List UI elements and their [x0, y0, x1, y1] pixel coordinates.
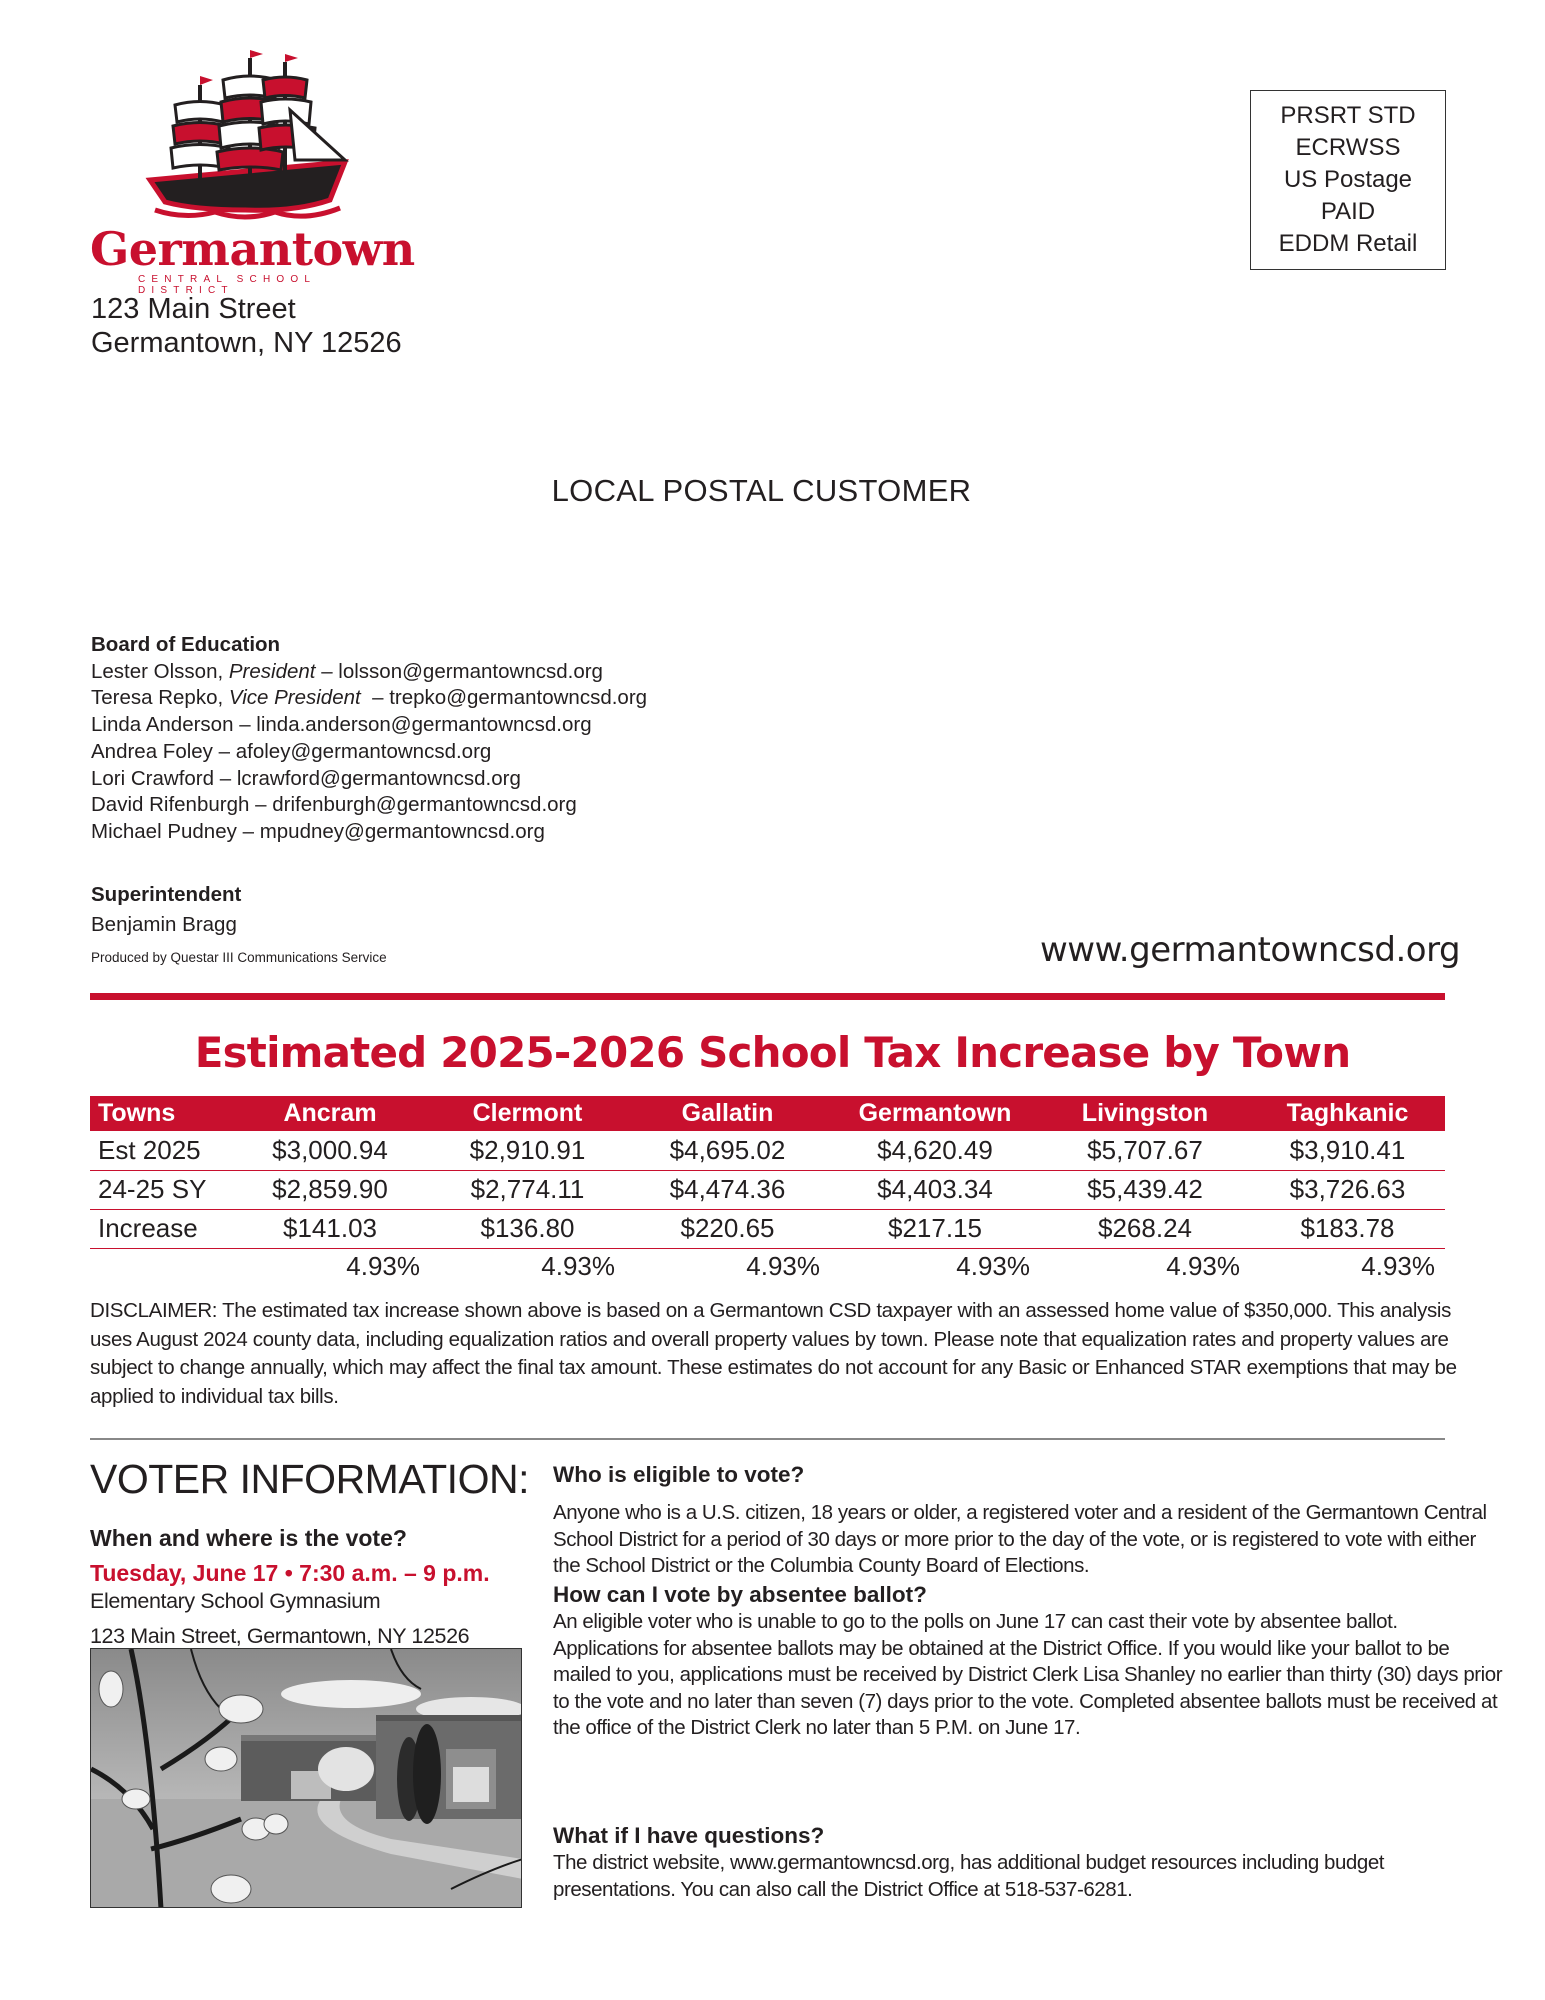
cell: $136.80 [430, 1209, 625, 1248]
dash: – [255, 793, 267, 817]
member-role: President [228, 659, 316, 683]
board-member [91, 685, 647, 712]
cell: $5,707.67 [1040, 1131, 1250, 1170]
recipient-line: LOCAL POSTAL CUSTOMER [551, 473, 972, 508]
cell: $2,910.91 [430, 1131, 625, 1170]
member-email[interactable]: mpudney@germantowncsd.org [259, 819, 545, 843]
postage-indicia [1250, 90, 1446, 270]
superintendent-name: Benjamin Bragg [91, 913, 237, 936]
cell: $3,000.94 [230, 1131, 430, 1170]
logo-wordmark: Germantown [90, 222, 415, 276]
cell: 4.93% [1361, 1250, 1435, 1281]
ship-icon [145, 50, 360, 230]
superintendent [91, 880, 241, 940]
cell: $2,859.90 [230, 1170, 430, 1209]
cell: $217.15 [830, 1209, 1040, 1248]
return-address-line1: 123 Main Street [91, 293, 296, 325]
cell: $268.24 [1040, 1209, 1250, 1248]
member-email[interactable]: afoley@germantowncsd.org [235, 739, 492, 763]
board-member [91, 792, 647, 819]
postage-line: EDDM Retail [1278, 230, 1418, 257]
district-logo [90, 50, 420, 296]
cell: $3,910.41 [1250, 1131, 1445, 1170]
eligible-question: Who is eligible to vote? [553, 1462, 805, 1487]
member-name: Lester Olsson, [91, 659, 224, 683]
table-header-row [90, 1096, 1445, 1131]
cell: $4,474.36 [625, 1170, 830, 1209]
eligible-answer: Anyone who is a U.S. citizen, 18 years or older, a registered voter and a resident of the Germantown Central School District for a period of 30 days or more prior to the day of the vote, or is registered to vote with either the School District or the Columbia County Board of Elections. [553, 1501, 1487, 1577]
cell: $141.03 [230, 1209, 430, 1248]
dash: – [239, 713, 251, 737]
tax-increase-table [90, 1096, 1445, 1284]
website-link[interactable]: www.germantowncsd.org [1040, 930, 1461, 970]
col-header: Livingston [1040, 1096, 1250, 1131]
col-header: Taghkanic [1250, 1096, 1445, 1131]
produced-by: Produced by Questar III Communications Service [91, 950, 387, 965]
row-label: Increase [90, 1209, 230, 1248]
cell: $220.65 [625, 1209, 830, 1248]
member-email[interactable]: linda.anderson@germantowncsd.org [256, 713, 592, 737]
col-header: Clermont [430, 1096, 625, 1131]
absentee-question: How can I vote by absentee ballot? [553, 1582, 927, 1607]
member-role: Vice President [228, 686, 361, 710]
member-email[interactable]: trepko@germantowncsd.org [389, 686, 648, 710]
cell: $4,620.49 [830, 1131, 1040, 1170]
table-row [90, 1209, 1445, 1248]
cell: $4,695.02 [625, 1131, 830, 1170]
member-name: Linda Anderson [91, 713, 234, 737]
board-member [91, 819, 647, 846]
when-where-question: When and where is the vote? [90, 1525, 407, 1551]
board-member [91, 739, 647, 766]
member-name: David Rifenburgh [91, 793, 250, 817]
dash: – [321, 659, 333, 683]
postage-line: US Postage [1283, 166, 1413, 193]
cell: 4.93% [541, 1250, 615, 1281]
cell: $3,726.63 [1250, 1170, 1445, 1209]
postage-line: PRSRT STD [1280, 102, 1416, 129]
row-label [90, 1248, 230, 1284]
questions-answer: The district website, www.germantowncsd.org, has additional budget resources including budget presentations. You can also call the District Office at 518-537-6281. [553, 1851, 1385, 1901]
row-label: Est 2025 [90, 1131, 230, 1170]
red-divider [90, 993, 1445, 1000]
member-name: Lori Crawford [91, 766, 215, 790]
cell: 4.93% [956, 1250, 1030, 1281]
board-member [91, 712, 647, 739]
dash: – [219, 766, 232, 790]
gray-divider [90, 1438, 1445, 1440]
col-header: Ancram [230, 1096, 430, 1131]
member-email[interactable]: lolsson@germantowncsd.org [338, 659, 603, 683]
board-member [91, 766, 647, 793]
disclaimer: DISCLAIMER: The estimated tax increase shown above is based on a Germantown CSD taxpayer with an assessed home value of $350,000. This analysis uses August 2024 county data, including equalization ratios and overall property values by town. Please note that equalization rates and property values are subject to change annually, which may affect the final tax amount. These estimates do not account for any Basic or Enhanced STAR exemptions that may be applied to individual tax bills. [90, 1299, 1457, 1408]
vote-location: Elementary School Gymnasium [90, 1589, 381, 1613]
col-header: Germantown [830, 1096, 1040, 1131]
member-name: Teresa Repko, [91, 686, 224, 710]
postage-line: PAID [1320, 198, 1376, 225]
board-heading: Board of Education [91, 633, 281, 656]
board-of-education [91, 632, 647, 846]
questions-question: What if I have questions? [553, 1823, 825, 1848]
cell: $183.78 [1250, 1209, 1445, 1248]
postage-line: ECRWSS [1295, 134, 1401, 161]
member-email[interactable]: drifenburgh@germantowncsd.org [272, 793, 577, 817]
member-email[interactable]: lcrawford@germantowncsd.org [236, 766, 521, 790]
cell: $2,774.11 [430, 1170, 625, 1209]
return-address [91, 292, 402, 360]
vote-address: 123 Main Street, Germantown, NY 12526 [90, 1624, 470, 1648]
dash: – [242, 819, 254, 843]
cell: $5,439.42 [1040, 1170, 1250, 1209]
cell: $4,403.34 [830, 1170, 1040, 1209]
return-address-line2: Germantown, NY 12526 [91, 327, 402, 359]
col-header: Gallatin [625, 1096, 830, 1131]
table-row [90, 1170, 1445, 1209]
absentee-answer: An eligible voter who is unable to go to the polls on June 17 can cast their vote by absentee ballot. Applications for absentee ballots may be obtained at the District Office. If you would like your ballot to be mailed to you, applications must be received by District Clerk Lisa Shanley no earlier than thirty (30) days prior to the vote and no later than seven (7) days prior to the vote. Completed absentee ballots must be received at the office of the District Clerk no later than 5 P.M. on June 17. [553, 1610, 1503, 1739]
tax-table-title: Estimated 2025-2026 School Tax Increase by Town [194, 1028, 1351, 1077]
col-header: Towns [90, 1096, 230, 1131]
cell: 4.93% [346, 1250, 420, 1281]
table-row [90, 1131, 1445, 1170]
dash: – [218, 739, 231, 763]
row-label: 24-25 SY [90, 1170, 230, 1209]
table-row-percent [90, 1248, 1445, 1284]
voter-info-title: VOTER INFORMATION: [90, 1456, 529, 1502]
vote-datetime: Tuesday, June 17 • 7:30 a.m. – 9 p.m. [90, 1560, 490, 1586]
member-name: Andrea Foley [91, 739, 213, 763]
member-name: Michael Pudney [91, 819, 237, 843]
superintendent-heading: Superintendent [91, 883, 242, 906]
logo-tagline: CENTRAL SCHOOL DISTRICT [138, 274, 316, 296]
cell: 4.93% [1166, 1250, 1240, 1281]
dash: – [372, 686, 384, 710]
cell: 4.93% [746, 1250, 820, 1281]
board-member [91, 659, 647, 686]
photo-illustration [91, 1649, 522, 1908]
school-campus-photo [90, 1648, 522, 1908]
